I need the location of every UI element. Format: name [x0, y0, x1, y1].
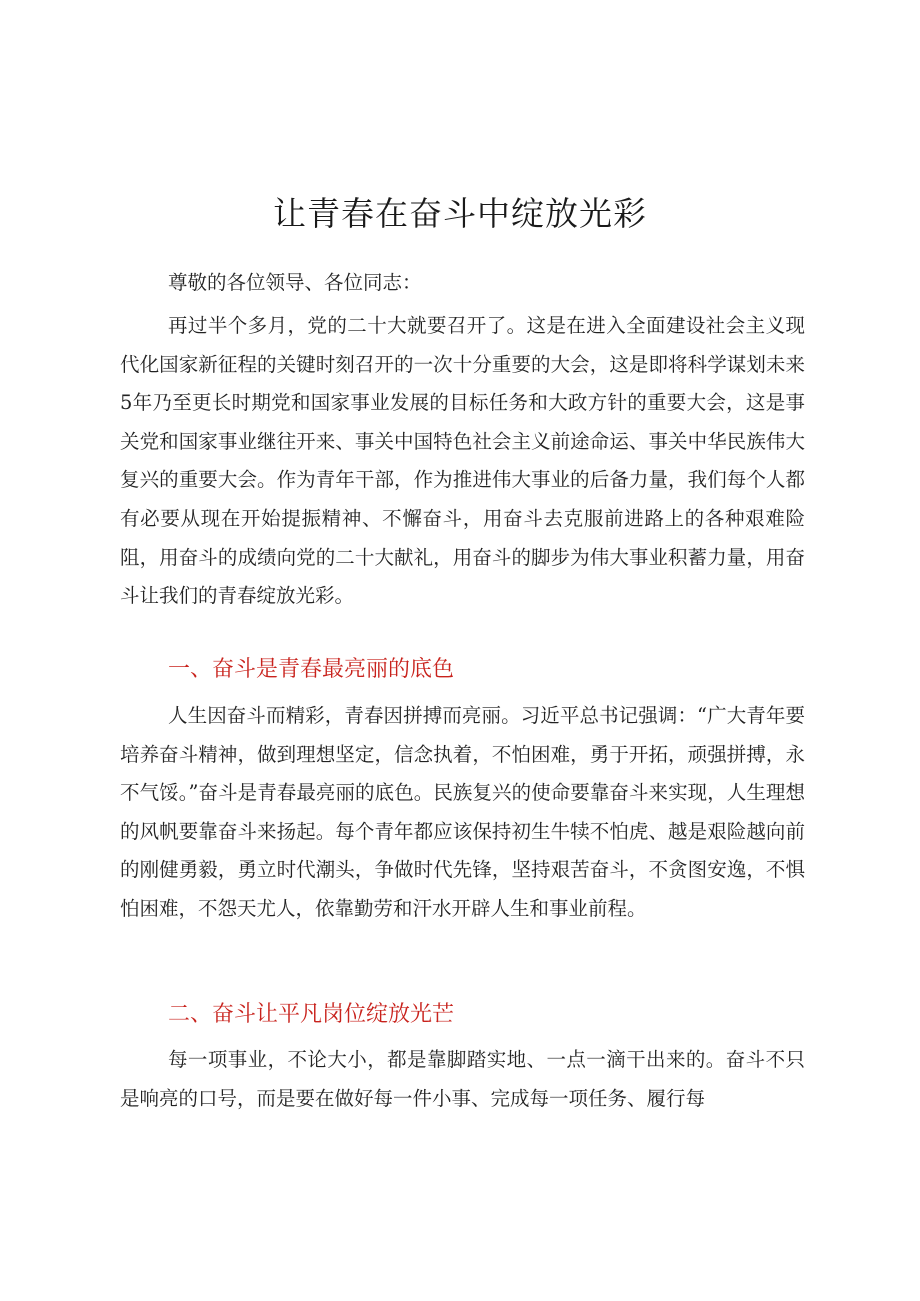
section-heading-1: 一、奋斗是青春最亮丽的底色	[168, 657, 455, 682]
section-paragraph-1: 人生因奋斗而精彩，青春因拼搏而亮丽。习近平总书记强调：“广大青年要培养奋斗精神，做到理想坚定，信念执着，不怕困难，勇于开拓，顽强拼搏，永不气馁。”奋斗是青春最亮丽的底色。民族复兴的使命要靠奋斗来实现，人生理想的风帆要靠奋斗来扬起。每个青年都应该保持初生牛犊不怕虎、越是艰险越向前的刚健勇毅，勇立时代潮头，争做时代先锋，坚持艰苦奋斗，不贪图安逸，不惧怕困难，不怨天尤人，依靠勤劳和汗水开辟人生和事业前程。	[120, 704, 805, 920]
salutation: 尊敬的各位领导、各位同志：	[168, 271, 422, 294]
intro-paragraph: 再过半个多月，党的二十大就要召开了。这是在进入全面建设社会主义现代化国家新征程的关键时刻召开的一次十分重要的大会，这是即将科学谋划未来5年乃至更长时期党和国家事业发展的目标任务和大政方针的重要大会，这是事关党和国家事业继往开来、事关中国特色社会主义前途命运、事关中华民族伟大复兴的重要大会。作为青年干部，作为推进伟大事业的后备力量，我们每个人都有必要从现在开始提振精神、不懈奋斗，用奋斗去克服前进路上的各种艰难险阻，用奋斗的成绩向党的二十大献礼，用奋斗的脚步为伟大事业积蓄力量，用奋斗让我们的青春绽放光彩。	[120, 314, 805, 608]
section-paragraph-2: 每一项事业，不论大小，都是靠脚踏实地、一点一滴干出来的。奋斗不只是响亮的口号，而是要在做好每一件小事、完成每一项任务、履行每	[120, 1048, 805, 1110]
document-title: 让青春在奋斗中绽放光彩	[273, 194, 647, 233]
section-heading-2: 二、奋斗让平凡岗位绽放光芒	[168, 1002, 455, 1027]
